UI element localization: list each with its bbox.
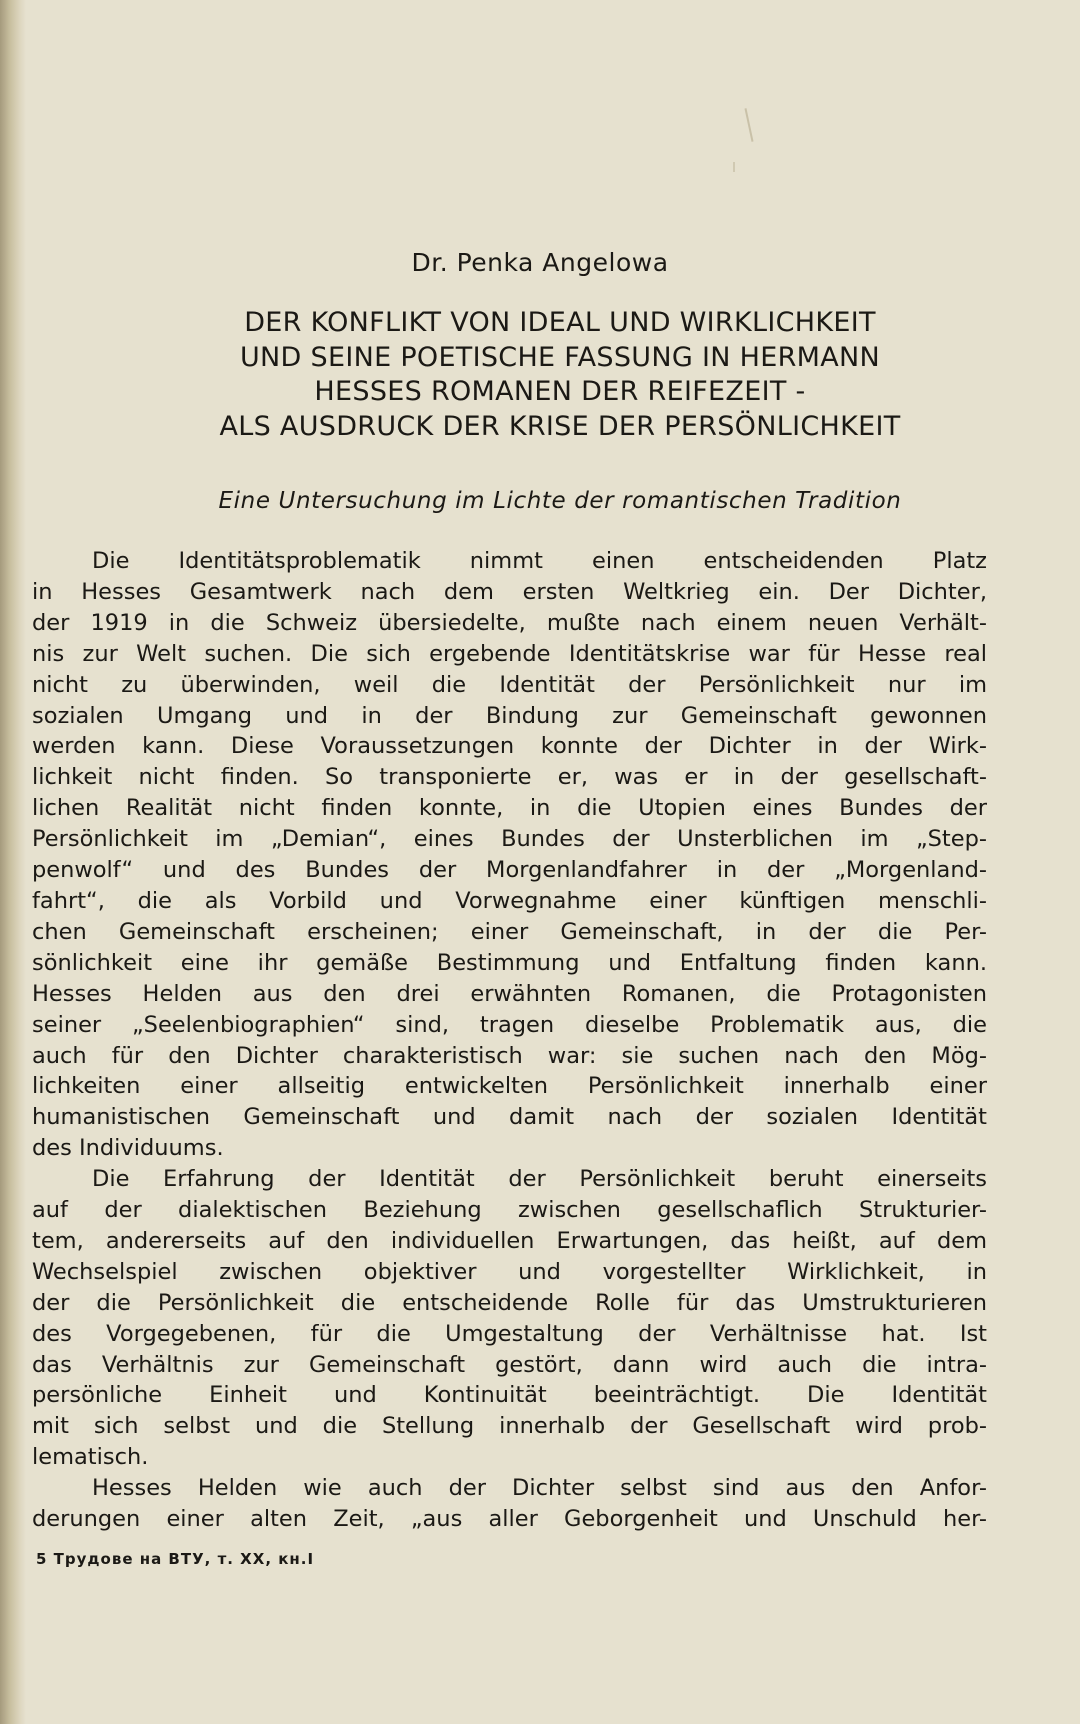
text-line: nis zur Welt suchen. Die sich ergebende Identitätskrise war für Hesse real [32, 640, 987, 667]
text-line: Wechselspiel zwischen objektiver und vorgestellter Wirklichkeit, in [32, 1258, 987, 1285]
text-line: lichkeiten einer allseitig entwickelten Persönlichkeit innerhalb einer [32, 1073, 987, 1100]
text-line: penwolf“ und des Bundes der Morgenlandfahrer in der „Morgenland- [32, 857, 987, 884]
text-line: lichkeit nicht finden. So transponierte er, was er in der gesellschaft- [32, 764, 987, 791]
text-line: chen Gemeinschaft erscheinen; einer Gemeinschaft, in der die Per- [32, 918, 987, 945]
body-text [32, 546, 987, 1535]
scan-mark [744, 108, 753, 142]
title-line: DER KONFLIKT VON IDEAL UND WIRKLICHKEIT [244, 307, 876, 338]
scan-mark [733, 162, 735, 172]
text-line: Hesses Helden aus den drei erwähnten Romanen, die Protagonisten [32, 980, 987, 1007]
text-line: Persönlichkeit im „Demian“, eines Bundes der Unsterblichen im „Step- [32, 826, 987, 853]
text-line: werden kann. Diese Voraussetzungen konnte der Dichter in der Wirk- [32, 733, 987, 760]
text-line: der 1919 in die Schweiz übersiedelte, mußte nach einem neuen Verhält- [32, 609, 987, 636]
text-line: lematisch. [32, 1444, 149, 1471]
text-line: Die Identitätsproblematik nimmt einen entscheidenden Platz [92, 548, 987, 574]
text-line: fahrt“, die als Vorbild und Vorwegnahme einer künftigen menschli- [32, 887, 987, 914]
text-line: Hesses Helden wie auch der Dichter selbst sind aus den Anfor- [92, 1475, 987, 1502]
text-line: Die Erfahrung der Identität der Persönlichkeit beruht einerseits [92, 1166, 987, 1193]
author-name: Dr. Penka Angelowa [411, 248, 669, 277]
text-line: auch für den Dichter charakteristisch war: sie suchen nach den Mög- [32, 1042, 987, 1069]
text-line: lichen Realität nicht finden konnte, in die Utopien eines Bundes der [32, 795, 987, 822]
text-line: des Vorgegebenen, für die Umgestaltung der Verhältnisse hat. Ist [32, 1320, 987, 1347]
text-line: in Hesses Gesamtwerk nach dem ersten Weltkrieg ein. Der Dichter, [32, 578, 987, 605]
text-line: sozialen Umgang und in der Bindung zur Gemeinschaft gewonnen [32, 702, 987, 729]
article-subtitle: Eine Untersuchung im Lichte der romantischen Tradition [218, 488, 902, 514]
text-line: seiner „Seelenbiographien“ sind, tragen dieselbe Problematik aus, die [32, 1011, 987, 1038]
article-title [60, 306, 1060, 444]
text-line: sönlichkeit eine ihr gemäße Bestimmung und Entfaltung finden kann. [32, 949, 987, 976]
page-footer-signature: 5 Трудове на ВТУ, т. XX, кн.I [36, 1550, 315, 1568]
title-line: UND SEINE POETISCHE FASSUNG IN HERMANN [239, 341, 880, 373]
text-line: tem, andererseits auf den individuellen Erwartungen, das heißt, auf dem [32, 1227, 987, 1254]
text-line: des Individuums. [32, 1135, 224, 1162]
text-line: das Verhältnis zur Gemeinschaft gestört, dann wird auch die intra- [32, 1351, 987, 1378]
text-line: persönliche Einheit und Kontinuität beeinträchtigt. Die Identität [32, 1382, 987, 1409]
text-line: nicht zu überwinden, weil die Identität der Persönlichkeit nur im [32, 671, 987, 698]
text-line: humanistischen Gemeinschaft und damit nach der sozialen Identität [32, 1104, 987, 1131]
text-line: der die Persönlichkeit die entscheidende Rolle für das Umstrukturieren [32, 1289, 987, 1316]
text-line: auf der dialektischen Beziehung zwischen gesellschaflich Strukturier- [32, 1197, 987, 1224]
title-line: HESSES ROMANEN DER REIFEZEIT - [314, 376, 806, 407]
text-line: mit sich selbst und die Stellung innerhalb der Gesellschaft wird prob- [32, 1413, 987, 1440]
title-line: ALS AUSDRUCK DER KRISE DER PERSÖNLICHKEIT [219, 410, 901, 442]
text-line: derungen einer alten Zeit, „aus aller Geborgenheit und Unschuld her- [32, 1506, 987, 1533]
